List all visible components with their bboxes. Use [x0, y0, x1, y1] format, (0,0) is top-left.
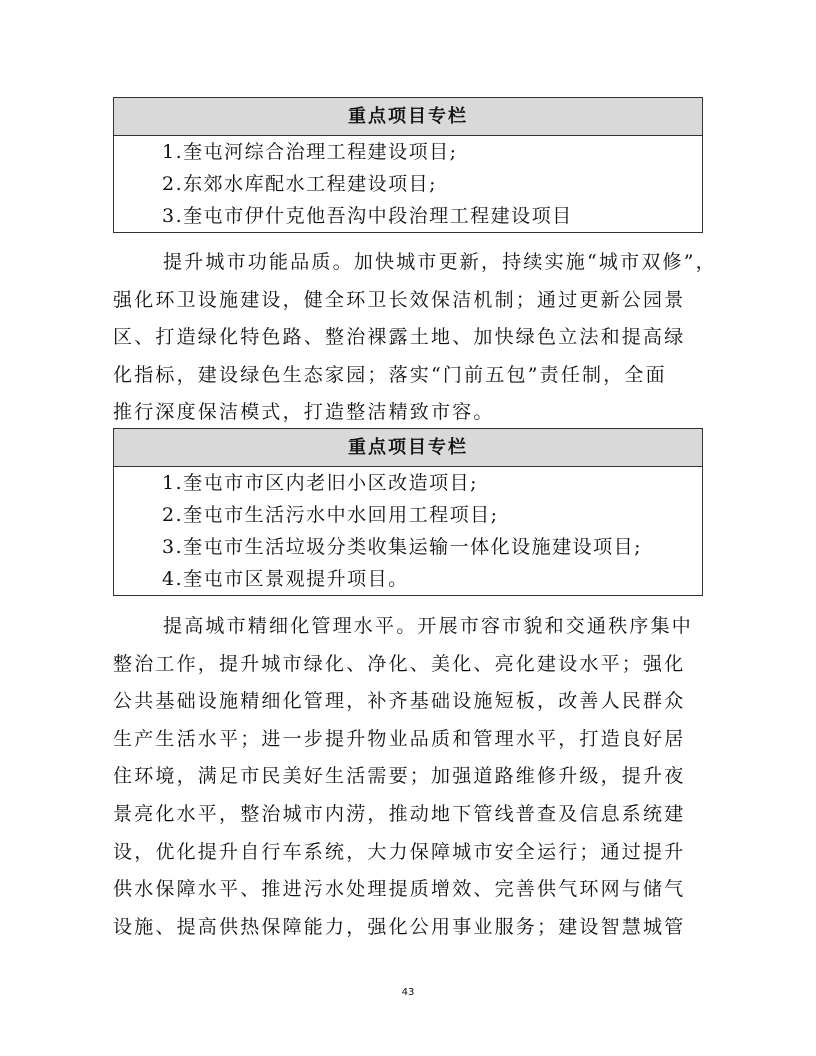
box-title: 重点项目专栏: [114, 98, 702, 136]
box-item: 3.奎屯市生活垃圾分类收集运输一体化设施建设项目;: [162, 536, 643, 558]
box-item: 1.奎屯河综合治理工程建设项目;: [162, 141, 458, 163]
key-projects-box-1: [113, 97, 703, 233]
paragraph-line: 设施、提高供热保障能力，强化公用事业服务；建设智慧城管: [113, 915, 686, 938]
box-title: 重点项目专栏: [114, 429, 702, 467]
key-projects-box-2: [113, 428, 703, 596]
paragraph-line: 推行深度保洁模式，打造整洁精致市容。: [113, 401, 495, 424]
paragraph-line: 整治工作，提升城市绿化、净化、美化、亮化建设水平；强化: [113, 652, 686, 675]
paragraph-line: 区、打造绿化特色路、整治裸露土地、加快绿色立法和提高绿: [113, 326, 686, 349]
paragraph-line: 强化环卫设施建设，健全环卫长效保洁机制；通过更新公园景: [113, 288, 686, 311]
box-item: 2.东郊水库配水工程建设项目;: [162, 173, 438, 195]
paragraph-line: 景亮化水平，整治城市内涝，推动地下管线普查及信息系统建: [113, 802, 686, 825]
paragraph-urban-function: [113, 244, 717, 432]
page-number: 43: [401, 987, 415, 998]
box-item: 3.奎屯市伊什克他吾沟中段治理工程建设项目: [162, 205, 573, 227]
paragraph-fine-management: [113, 608, 703, 946]
paragraph-line: 设，优化提升自行车系统，大力保障城市安全运行；通过提升: [113, 840, 686, 863]
box-item: 2.奎屯市生活污水中水回用工程项目;: [162, 504, 499, 526]
paragraph-line: 化指标，建设绿色生态家园；落实“门前五包”责任制，全面: [113, 363, 667, 386]
paragraph-line: 提高城市精细化管理水平。开展市容市貌和交通秩序集中: [163, 615, 694, 637]
paragraph-line: 住环境，满足市民美好生活需要；加强道路维修升级，提升夜: [113, 765, 686, 788]
paragraph-line: 供水保障水平、推进污水处理提质增效、完善供气环网与储气: [113, 878, 686, 901]
paragraph-line: 生产生活水平；进一步提升物业品质和管理水平，打造良好居: [113, 727, 686, 750]
box-item: 1.奎屯市市区内老旧小区改造项目;: [162, 472, 479, 494]
box-item: 4.奎屯市区景观提升项目。: [162, 568, 409, 590]
paragraph-line: 公共基础设施精细化管理，补齐基础设施短板，改善人民群众: [113, 690, 686, 713]
paragraph-line: 提升城市功能品质。加快城市更新，持续实施“城市双修”，: [163, 251, 717, 273]
